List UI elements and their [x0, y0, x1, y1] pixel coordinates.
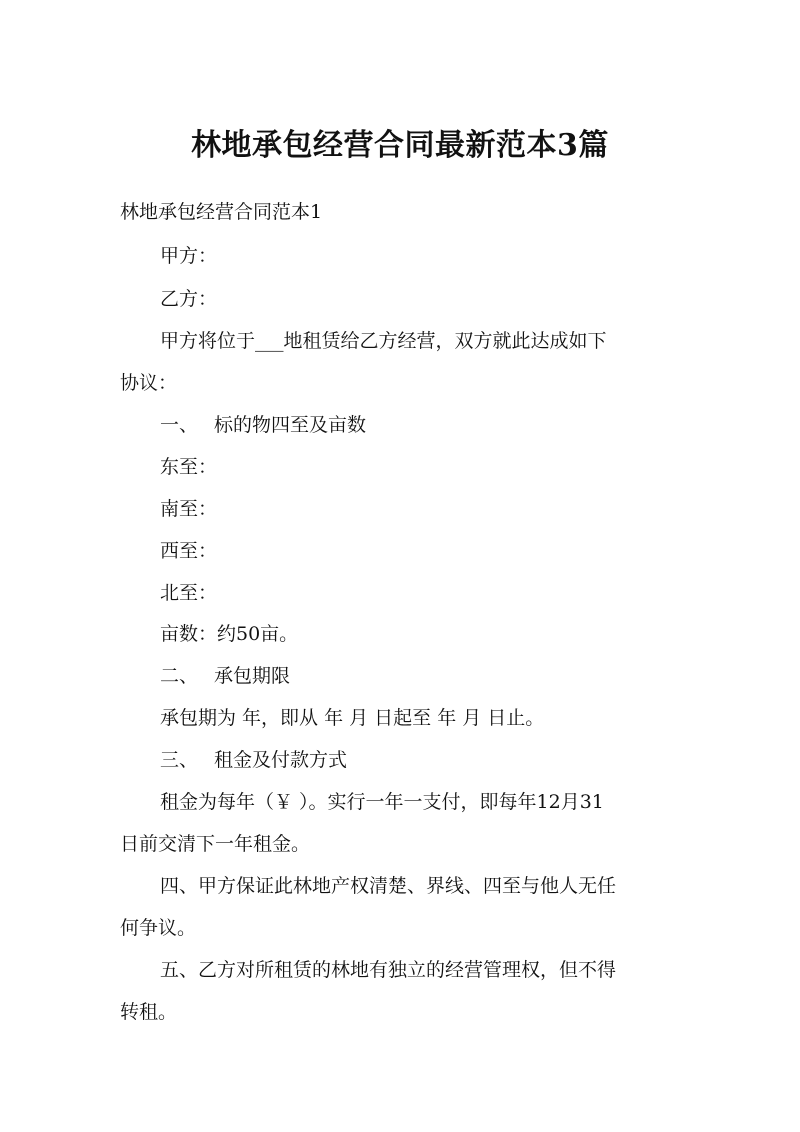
contract-subtitle: 林地承包经营合同范本1 [120, 201, 323, 223]
rent-paragraph-line2: 日前交清下一年租金。 [120, 833, 311, 855]
section3-title: 租金及付款方式 [214, 749, 348, 771]
rent-paragraph-line1: 租金为每年（￥ ）。实行一年一支付，即每年12月31 [160, 791, 604, 813]
west-boundary: 西至： [160, 540, 218, 562]
section1-heading [160, 411, 730, 439]
east-boundary: 东至： [160, 456, 218, 478]
section1-title: 标的物四至及亩数 [214, 414, 367, 436]
clause5-line2: 转租。 [120, 1001, 178, 1023]
section1-number: 一、 [160, 414, 199, 436]
clause5-line1: 五、乙方对所租赁的林地有独立的经营管理权，但不得 [160, 959, 617, 981]
section2-number: 二、 [160, 665, 199, 687]
document-title: 林地承包经营合同最新范本3篇 [191, 128, 609, 163]
party-a-line: 甲方： [160, 245, 218, 267]
intro-paragraph-line2: 协议： [120, 372, 178, 394]
section3-number: 三、 [160, 749, 199, 771]
party-b-line: 乙方： [160, 288, 218, 310]
intro-paragraph-line1: 甲方将位于___地租赁给乙方经营，双方就此达成如下 [160, 330, 607, 352]
section2-heading [160, 662, 730, 690]
section2-title: 承包期限 [214, 665, 291, 687]
area-line: 亩数：约50亩。 [160, 623, 299, 645]
clause4-line1: 四、甲方保证此林地产权清楚、界线、四至与他人无任 [160, 875, 617, 897]
term-line: 承包期为 年，即从 年 月 日起至 年 月 日止。 [160, 707, 545, 729]
north-boundary: 北至： [160, 582, 218, 604]
south-boundary: 南至： [160, 498, 218, 520]
clause4-line2: 何争议。 [120, 917, 197, 939]
section3-heading [160, 746, 730, 774]
